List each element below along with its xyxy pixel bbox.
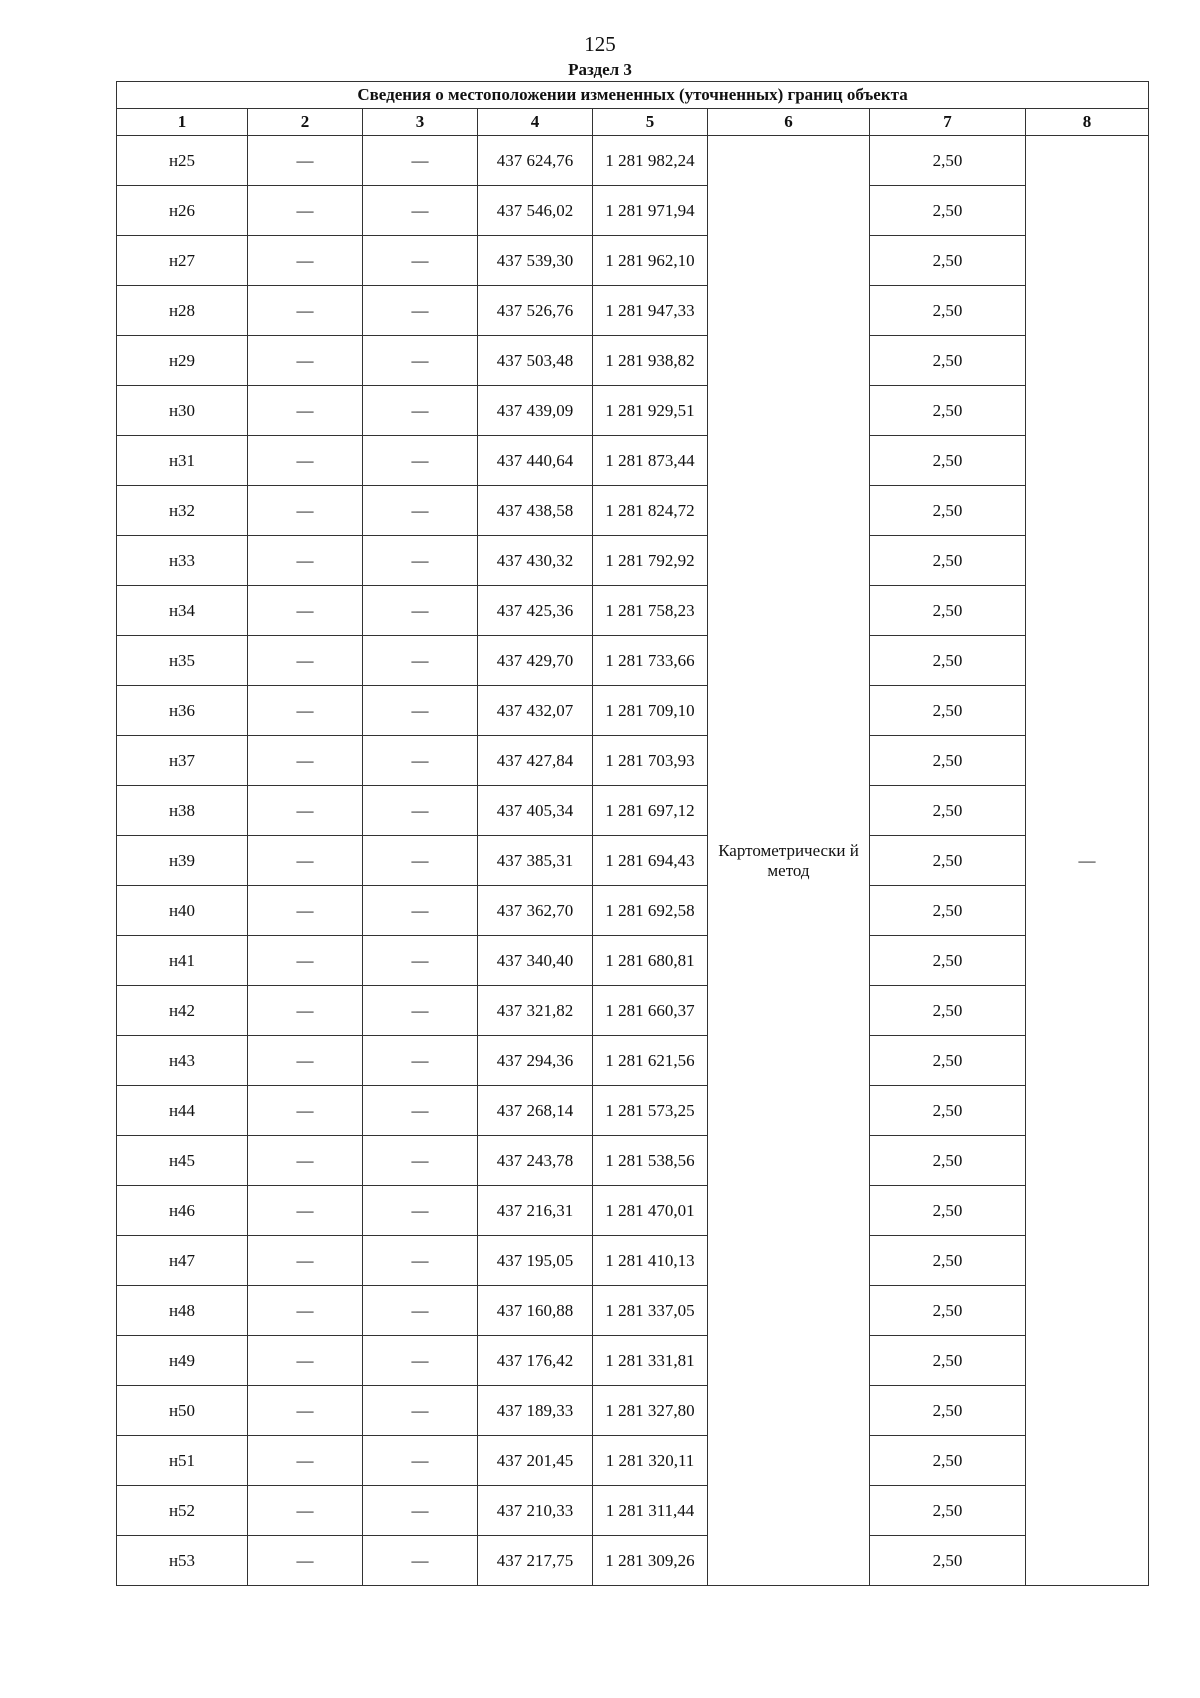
col3-dash-cell: — (363, 1386, 478, 1436)
point-name-cell: н38 (117, 786, 248, 836)
accuracy-cell: 2,50 (870, 886, 1026, 936)
col3-dash-cell: — (363, 1486, 478, 1536)
section-title: Раздел 3 (568, 60, 632, 79)
point-name-cell: н51 (117, 1436, 248, 1486)
col3-dash-cell: — (363, 936, 478, 986)
point-name-cell: н26 (117, 186, 248, 236)
col3-dash-cell: — (363, 886, 478, 936)
table-row (117, 1486, 1149, 1536)
col3-dash-cell: — (363, 1136, 478, 1186)
x-coordinate-cell: 437 340,40 (478, 936, 593, 986)
column-header-6: 6 (708, 109, 870, 136)
point-name-cell: н46 (117, 1186, 248, 1236)
table-row (117, 1436, 1149, 1486)
table-row (117, 786, 1149, 836)
accuracy-cell: 2,50 (870, 1286, 1026, 1336)
x-coordinate-cell: 437 176,42 (478, 1336, 593, 1386)
x-coordinate-cell: 437 189,33 (478, 1386, 593, 1436)
accuracy-cell: 2,50 (870, 1236, 1026, 1286)
point-name-cell: н32 (117, 486, 248, 536)
x-coordinate-cell: 437 195,05 (478, 1236, 593, 1286)
col3-dash-cell: — (363, 386, 478, 436)
col2-dash-cell: — (248, 1436, 363, 1486)
x-coordinate-cell: 437 539,30 (478, 236, 593, 286)
table-row (117, 1236, 1149, 1286)
table-row (117, 386, 1149, 436)
y-coordinate-cell: 1 281 703,93 (593, 736, 708, 786)
x-coordinate-cell: 437 243,78 (478, 1136, 593, 1186)
accuracy-cell: 2,50 (870, 486, 1026, 536)
x-coordinate-cell: 437 217,75 (478, 1536, 593, 1586)
col2-dash-cell: — (248, 986, 363, 1036)
col2-dash-cell: — (248, 186, 363, 236)
col3-dash-cell: — (363, 986, 478, 1036)
point-name-cell: н35 (117, 636, 248, 686)
y-coordinate-cell: 1 281 331,81 (593, 1336, 708, 1386)
y-coordinate-cell: 1 281 792,92 (593, 536, 708, 586)
col2-dash-cell: — (248, 386, 363, 436)
x-coordinate-cell: 437 438,58 (478, 486, 593, 536)
table-row (117, 236, 1149, 286)
col3-dash-cell: — (363, 1186, 478, 1236)
col2-dash-cell: — (248, 1136, 363, 1186)
y-coordinate-cell: 1 281 692,58 (593, 886, 708, 936)
table-row (117, 486, 1149, 536)
y-coordinate-cell: 1 281 938,82 (593, 336, 708, 386)
col2-dash-cell: — (248, 1286, 363, 1336)
col2-dash-cell: — (248, 1536, 363, 1586)
x-coordinate-cell: 437 624,76 (478, 136, 593, 186)
y-coordinate-cell: 1 281 621,56 (593, 1036, 708, 1086)
point-name-cell: н25 (117, 136, 248, 186)
table-row (117, 1086, 1149, 1136)
column-header-1: 1 (117, 109, 248, 136)
y-coordinate-cell: 1 281 709,10 (593, 686, 708, 736)
accuracy-cell: 2,50 (870, 436, 1026, 486)
point-name-cell: н50 (117, 1386, 248, 1436)
x-coordinate-cell: 437 201,45 (478, 1436, 593, 1486)
accuracy-cell: 2,50 (870, 1436, 1026, 1486)
point-name-cell: н30 (117, 386, 248, 436)
table-row (117, 536, 1149, 586)
table-row (117, 886, 1149, 936)
accuracy-cell: 2,50 (870, 936, 1026, 986)
accuracy-cell: 2,50 (870, 586, 1026, 636)
y-coordinate-cell: 1 281 824,72 (593, 486, 708, 536)
col2-dash-cell: — (248, 1036, 363, 1086)
boundary-coordinates-table (116, 81, 1149, 1586)
col3-dash-cell: — (363, 1336, 478, 1386)
column-header-2: 2 (248, 109, 363, 136)
point-name-cell: н39 (117, 836, 248, 886)
point-name-cell: н28 (117, 286, 248, 336)
col3-dash-cell: — (363, 1086, 478, 1136)
accuracy-cell: 2,50 (870, 136, 1026, 186)
accuracy-cell: 2,50 (870, 1336, 1026, 1386)
x-coordinate-cell: 437 440,64 (478, 436, 593, 486)
table-row (117, 1186, 1149, 1236)
table-row (117, 336, 1149, 386)
col2-dash-cell: — (248, 1186, 363, 1236)
table-row (117, 1336, 1149, 1386)
accuracy-cell: 2,50 (870, 636, 1026, 686)
point-name-cell: н45 (117, 1136, 248, 1186)
col3-dash-cell: — (363, 236, 478, 286)
col3-dash-cell: — (363, 686, 478, 736)
col2-dash-cell: — (248, 236, 363, 286)
y-coordinate-cell: 1 281 982,24 (593, 136, 708, 186)
point-name-cell: н49 (117, 1336, 248, 1386)
page-number: 125 (584, 32, 616, 56)
y-coordinate-cell: 1 281 733,66 (593, 636, 708, 686)
col2-dash-cell: — (248, 936, 363, 986)
col2-dash-cell: — (248, 1336, 363, 1386)
col3-dash-cell: — (363, 436, 478, 486)
y-coordinate-cell: 1 281 311,44 (593, 1486, 708, 1536)
col3-dash-cell: — (363, 1286, 478, 1336)
point-name-cell: н52 (117, 1486, 248, 1536)
y-coordinate-cell: 1 281 660,37 (593, 986, 708, 1036)
x-coordinate-cell: 437 385,31 (478, 836, 593, 886)
y-coordinate-cell: 1 281 962,10 (593, 236, 708, 286)
x-coordinate-cell: 437 216,31 (478, 1186, 593, 1236)
y-coordinate-cell: 1 281 929,51 (593, 386, 708, 436)
accuracy-cell: 2,50 (870, 686, 1026, 736)
col3-dash-cell: — (363, 636, 478, 686)
col3-dash-cell: — (363, 1036, 478, 1086)
col2-dash-cell: — (248, 836, 363, 886)
y-coordinate-cell: 1 281 971,94 (593, 186, 708, 236)
point-name-cell: н44 (117, 1086, 248, 1136)
point-name-cell: н42 (117, 986, 248, 1036)
y-coordinate-cell: 1 281 327,80 (593, 1386, 708, 1436)
x-coordinate-cell: 437 439,09 (478, 386, 593, 436)
table-row (117, 1286, 1149, 1336)
y-coordinate-cell: 1 281 470,01 (593, 1186, 708, 1236)
column-header-row (117, 109, 1149, 136)
table-body (117, 136, 1149, 1586)
x-coordinate-cell: 437 429,70 (478, 636, 593, 686)
col3-dash-cell: — (363, 336, 478, 386)
table-row (117, 1536, 1149, 1586)
accuracy-cell: 2,50 (870, 536, 1026, 586)
col2-dash-cell: — (248, 786, 363, 836)
accuracy-cell: 2,50 (870, 286, 1026, 336)
accuracy-cell: 2,50 (870, 1386, 1026, 1436)
x-coordinate-cell: 437 210,33 (478, 1486, 593, 1536)
col3-dash-cell: — (363, 286, 478, 336)
col2-dash-cell: — (248, 136, 363, 186)
y-coordinate-cell: 1 281 947,33 (593, 286, 708, 336)
x-coordinate-cell: 437 268,14 (478, 1086, 593, 1136)
y-coordinate-cell: 1 281 337,05 (593, 1286, 708, 1336)
y-coordinate-cell: 1 281 410,13 (593, 1236, 708, 1286)
accuracy-cell: 2,50 (870, 386, 1026, 436)
y-coordinate-cell: 1 281 873,44 (593, 436, 708, 486)
point-name-cell: н53 (117, 1536, 248, 1586)
table-row (117, 586, 1149, 636)
y-coordinate-cell: 1 281 320,11 (593, 1436, 708, 1486)
table-row (117, 286, 1149, 336)
col2-dash-cell: — (248, 586, 363, 636)
point-name-cell: н31 (117, 436, 248, 486)
x-coordinate-cell: 437 160,88 (478, 1286, 593, 1336)
column-header-3: 3 (363, 109, 478, 136)
accuracy-cell: 2,50 (870, 1186, 1026, 1236)
table-row (117, 1386, 1149, 1436)
column-header-7: 7 (870, 109, 1026, 136)
col2-dash-cell: — (248, 886, 363, 936)
col3-dash-cell: — (363, 486, 478, 536)
col2-dash-cell: — (248, 536, 363, 586)
y-coordinate-cell: 1 281 309,26 (593, 1536, 708, 1586)
col2-dash-cell: — (248, 436, 363, 486)
col3-dash-cell: — (363, 736, 478, 786)
y-coordinate-cell: 1 281 573,25 (593, 1086, 708, 1136)
table-row (117, 736, 1149, 786)
point-name-cell: н48 (117, 1286, 248, 1336)
col3-dash-cell: — (363, 1536, 478, 1586)
col3-dash-cell: — (363, 1236, 478, 1286)
point-name-cell: н33 (117, 536, 248, 586)
accuracy-cell: 2,50 (870, 236, 1026, 286)
point-name-cell: н36 (117, 686, 248, 736)
x-coordinate-cell: 437 405,34 (478, 786, 593, 836)
accuracy-cell: 2,50 (870, 836, 1026, 886)
x-coordinate-cell: 437 425,36 (478, 586, 593, 636)
point-name-cell: н27 (117, 236, 248, 286)
col2-dash-cell: — (248, 686, 363, 736)
point-name-cell: н41 (117, 936, 248, 986)
table-row (117, 836, 1149, 886)
point-name-cell: н47 (117, 1236, 248, 1286)
col3-dash-cell: — (363, 1436, 478, 1486)
point-name-cell: н43 (117, 1036, 248, 1086)
col2-dash-cell: — (248, 336, 363, 386)
point-name-cell: н29 (117, 336, 248, 386)
table-row (117, 936, 1149, 986)
x-coordinate-cell: 437 294,36 (478, 1036, 593, 1086)
x-coordinate-cell: 437 321,82 (478, 986, 593, 1036)
x-coordinate-cell: 437 526,76 (478, 286, 593, 336)
col8-value-cell: — (1026, 136, 1149, 1586)
col3-dash-cell: — (363, 586, 478, 636)
table-row (117, 1036, 1149, 1086)
col3-dash-cell: — (363, 836, 478, 886)
table-caption: Сведения о местоположении измененных (уточненных) границ объекта (117, 82, 1149, 109)
col2-dash-cell: — (248, 736, 363, 786)
table-row (117, 686, 1149, 736)
table-row (117, 636, 1149, 686)
column-header-4: 4 (478, 109, 593, 136)
col3-dash-cell: — (363, 136, 478, 186)
point-name-cell: н34 (117, 586, 248, 636)
point-name-cell: н40 (117, 886, 248, 936)
accuracy-cell: 2,50 (870, 986, 1026, 1036)
col3-dash-cell: — (363, 536, 478, 586)
y-coordinate-cell: 1 281 697,12 (593, 786, 708, 836)
y-coordinate-cell: 1 281 538,56 (593, 1136, 708, 1186)
col2-dash-cell: — (248, 486, 363, 536)
x-coordinate-cell: 437 503,48 (478, 336, 593, 386)
accuracy-cell: 2,50 (870, 1036, 1026, 1086)
col2-dash-cell: — (248, 1486, 363, 1536)
col2-dash-cell: — (248, 1236, 363, 1286)
point-name-cell: н37 (117, 736, 248, 786)
accuracy-cell: 2,50 (870, 186, 1026, 236)
x-coordinate-cell: 437 427,84 (478, 736, 593, 786)
col3-dash-cell: — (363, 786, 478, 836)
y-coordinate-cell: 1 281 694,43 (593, 836, 708, 886)
table-row (117, 186, 1149, 236)
col3-dash-cell: — (363, 186, 478, 236)
accuracy-cell: 2,50 (870, 736, 1026, 786)
col2-dash-cell: — (248, 1086, 363, 1136)
table-row (117, 986, 1149, 1036)
x-coordinate-cell: 437 362,70 (478, 886, 593, 936)
table-row (117, 436, 1149, 486)
accuracy-cell: 2,50 (870, 1486, 1026, 1536)
method-cell: Картометрически й метод (708, 136, 870, 1586)
accuracy-cell: 2,50 (870, 1536, 1026, 1586)
y-coordinate-cell: 1 281 758,23 (593, 586, 708, 636)
accuracy-cell: 2,50 (870, 336, 1026, 386)
column-header-8: 8 (1026, 109, 1149, 136)
table-row (117, 1136, 1149, 1186)
x-coordinate-cell: 437 546,02 (478, 186, 593, 236)
accuracy-cell: 2,50 (870, 1086, 1026, 1136)
col2-dash-cell: — (248, 1386, 363, 1436)
x-coordinate-cell: 437 430,32 (478, 536, 593, 586)
y-coordinate-cell: 1 281 680,81 (593, 936, 708, 986)
column-header-5: 5 (593, 109, 708, 136)
table-row (117, 136, 1149, 186)
x-coordinate-cell: 437 432,07 (478, 686, 593, 736)
col2-dash-cell: — (248, 636, 363, 686)
col2-dash-cell: — (248, 286, 363, 336)
accuracy-cell: 2,50 (870, 786, 1026, 836)
accuracy-cell: 2,50 (870, 1136, 1026, 1186)
